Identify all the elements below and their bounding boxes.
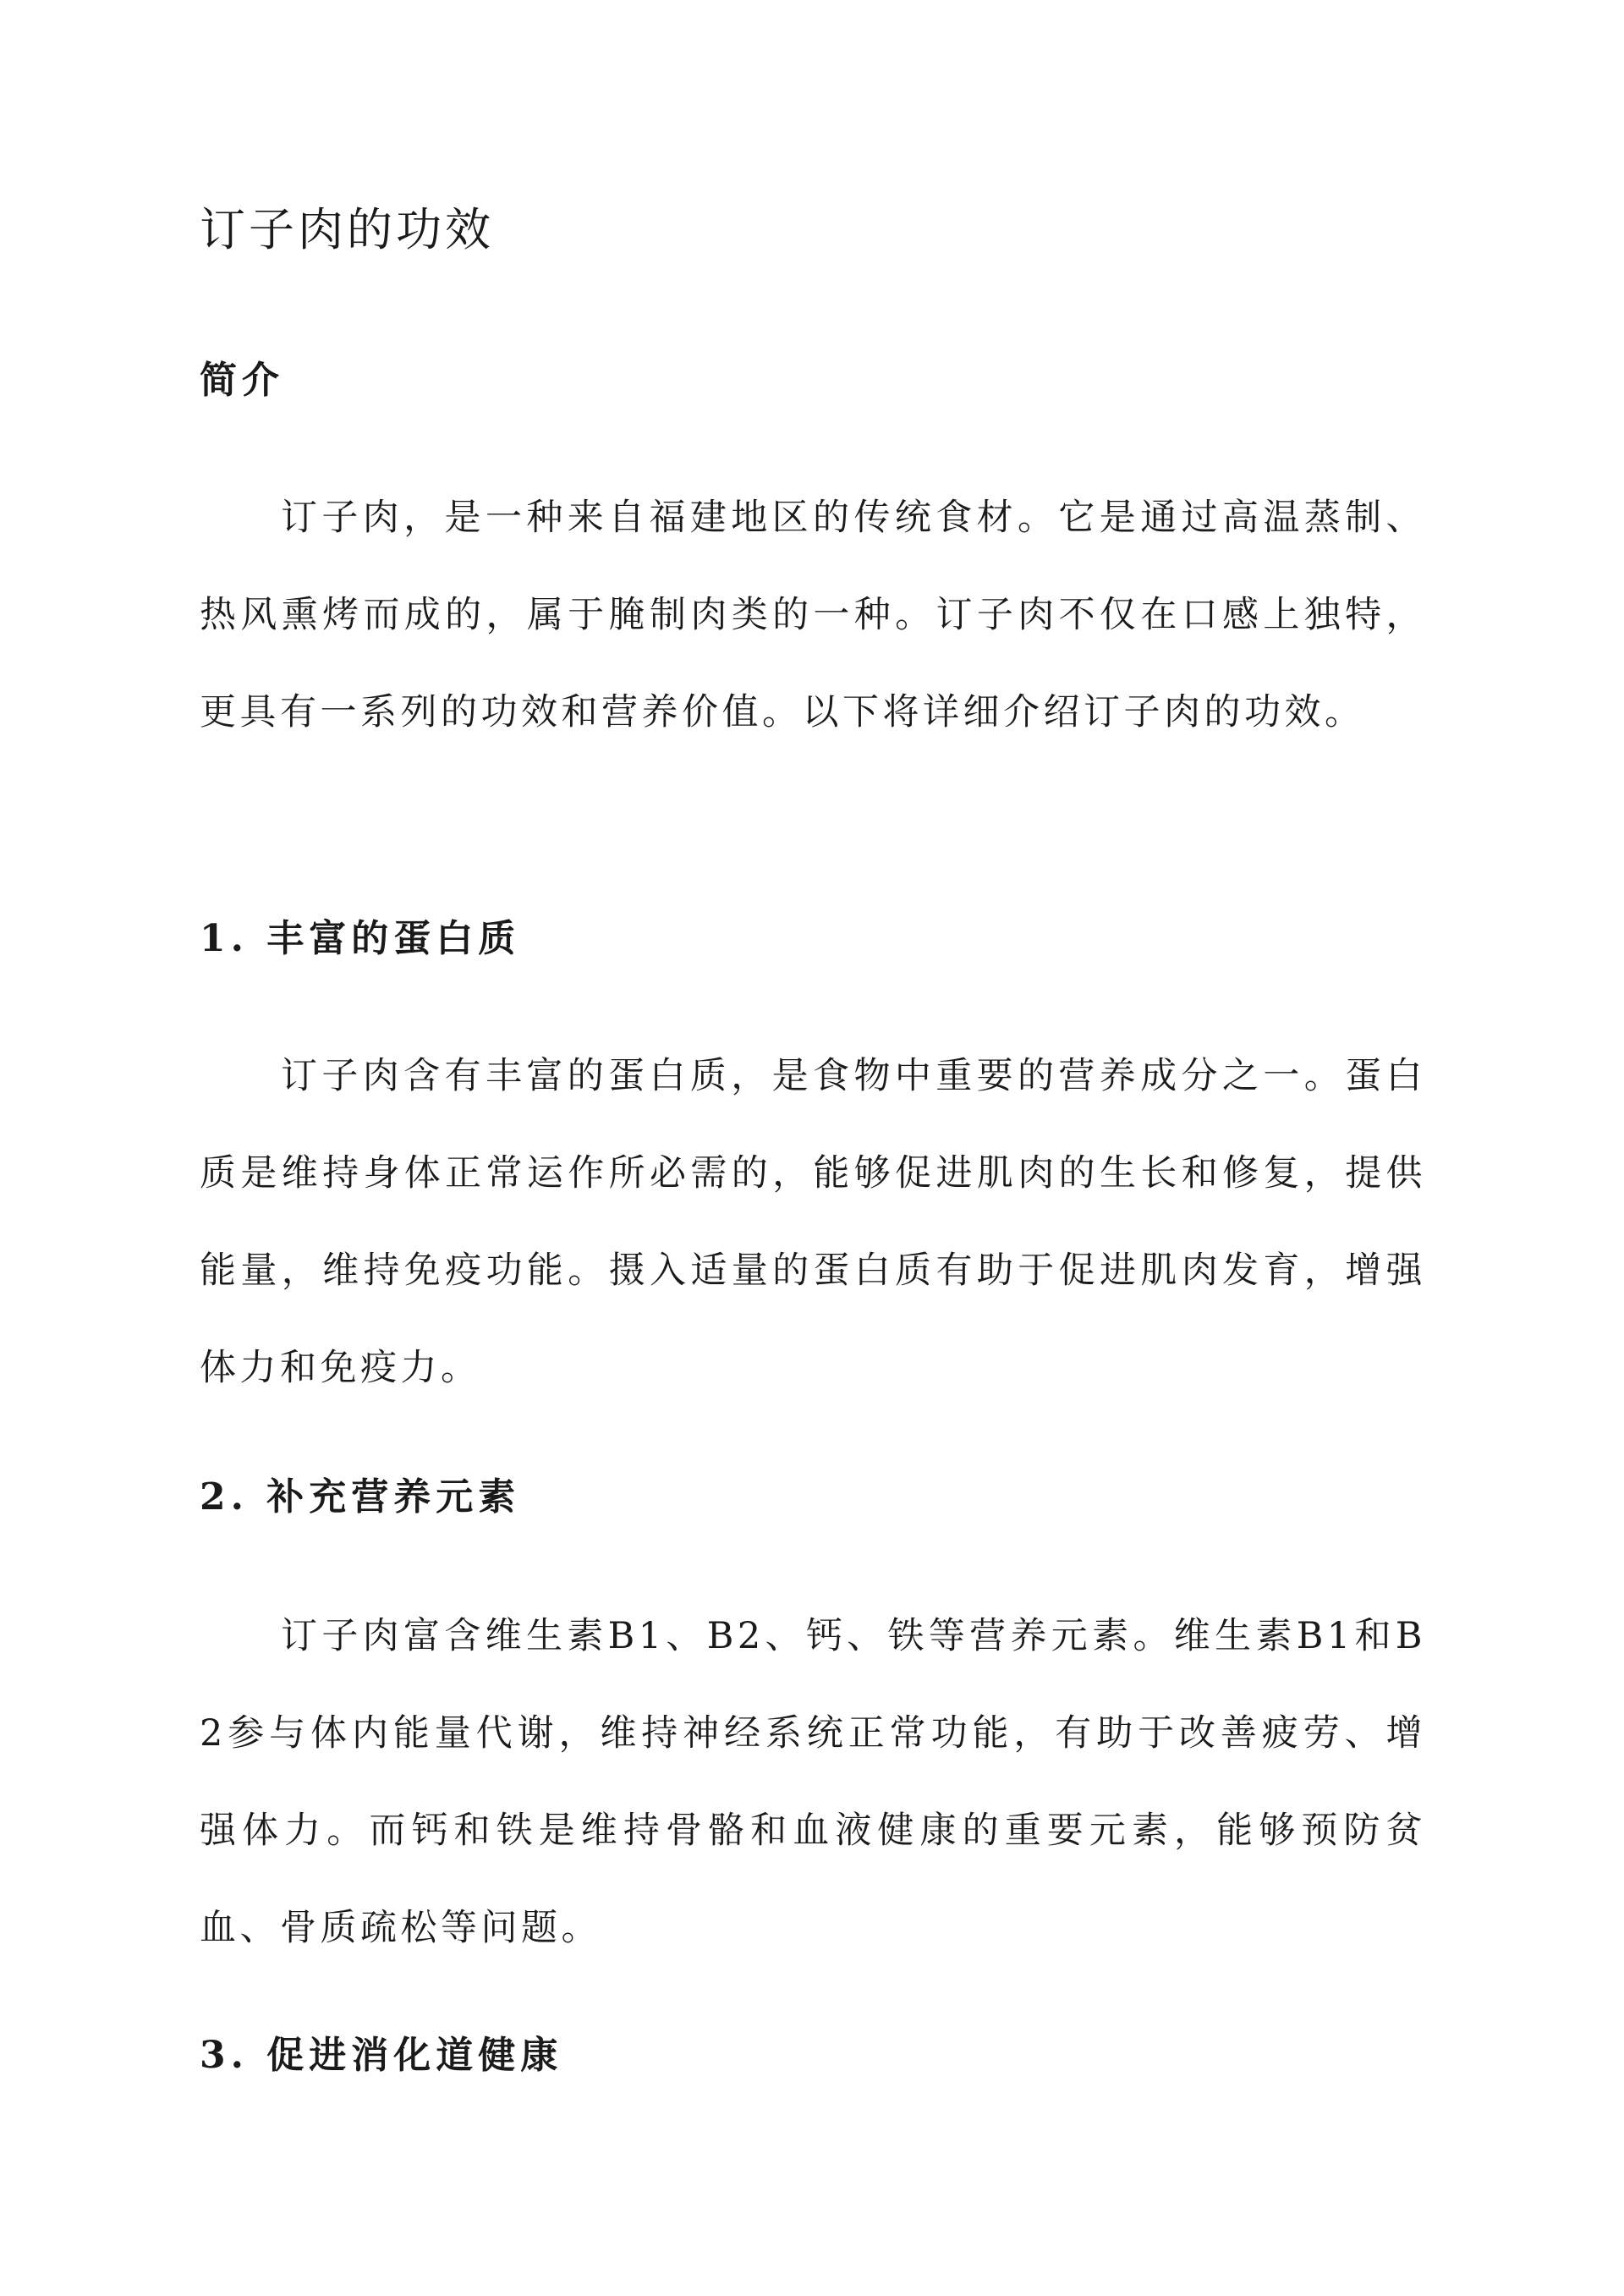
section-heading-digestion: 3. 促进消化道健康	[200, 2034, 563, 2077]
section-body-nutrients: 订子肉富含维生素B1、B2、钙、铁等营养元素。维生素B1和B2参与体内能量代谢，维持神经系统正常功能，有助于改善疲劳、增强体力。而钙和铁是维持骨骼和血液健康的重要元素，能够预防贫血、骨质疏松等问题。	[200, 1615, 1426, 1949]
section-body-protein: 订子肉含有丰富的蛋白质，是食物中重要的营养成分之一。蛋白质是维持身体正常运作所必需的，能够促进肌肉的生长和修复，提供能量，维持免疫功能。摄入适量的蛋白质有助于促进肌肉发育，增强体力和免疫力。	[200, 1055, 1426, 1389]
document-title: 订子肉的功效	[200, 203, 494, 256]
section-heading-nutrients: 2. 补充营养元素	[200, 1475, 521, 1519]
section-body-intro: 订子肉，是一种来自福建地区的传统食材。它是通过高温蒸制、热风熏烤而成的，属于腌制肉类的一种。订子肉不仅在口感上独特，更具有一系列的功效和营养价值。以下将详细介绍订子肉的功效。	[200, 497, 1426, 733]
section-heading-intro: 简介	[200, 359, 284, 402]
section-heading-protein: 1. 丰富的蛋白质	[200, 917, 521, 960]
